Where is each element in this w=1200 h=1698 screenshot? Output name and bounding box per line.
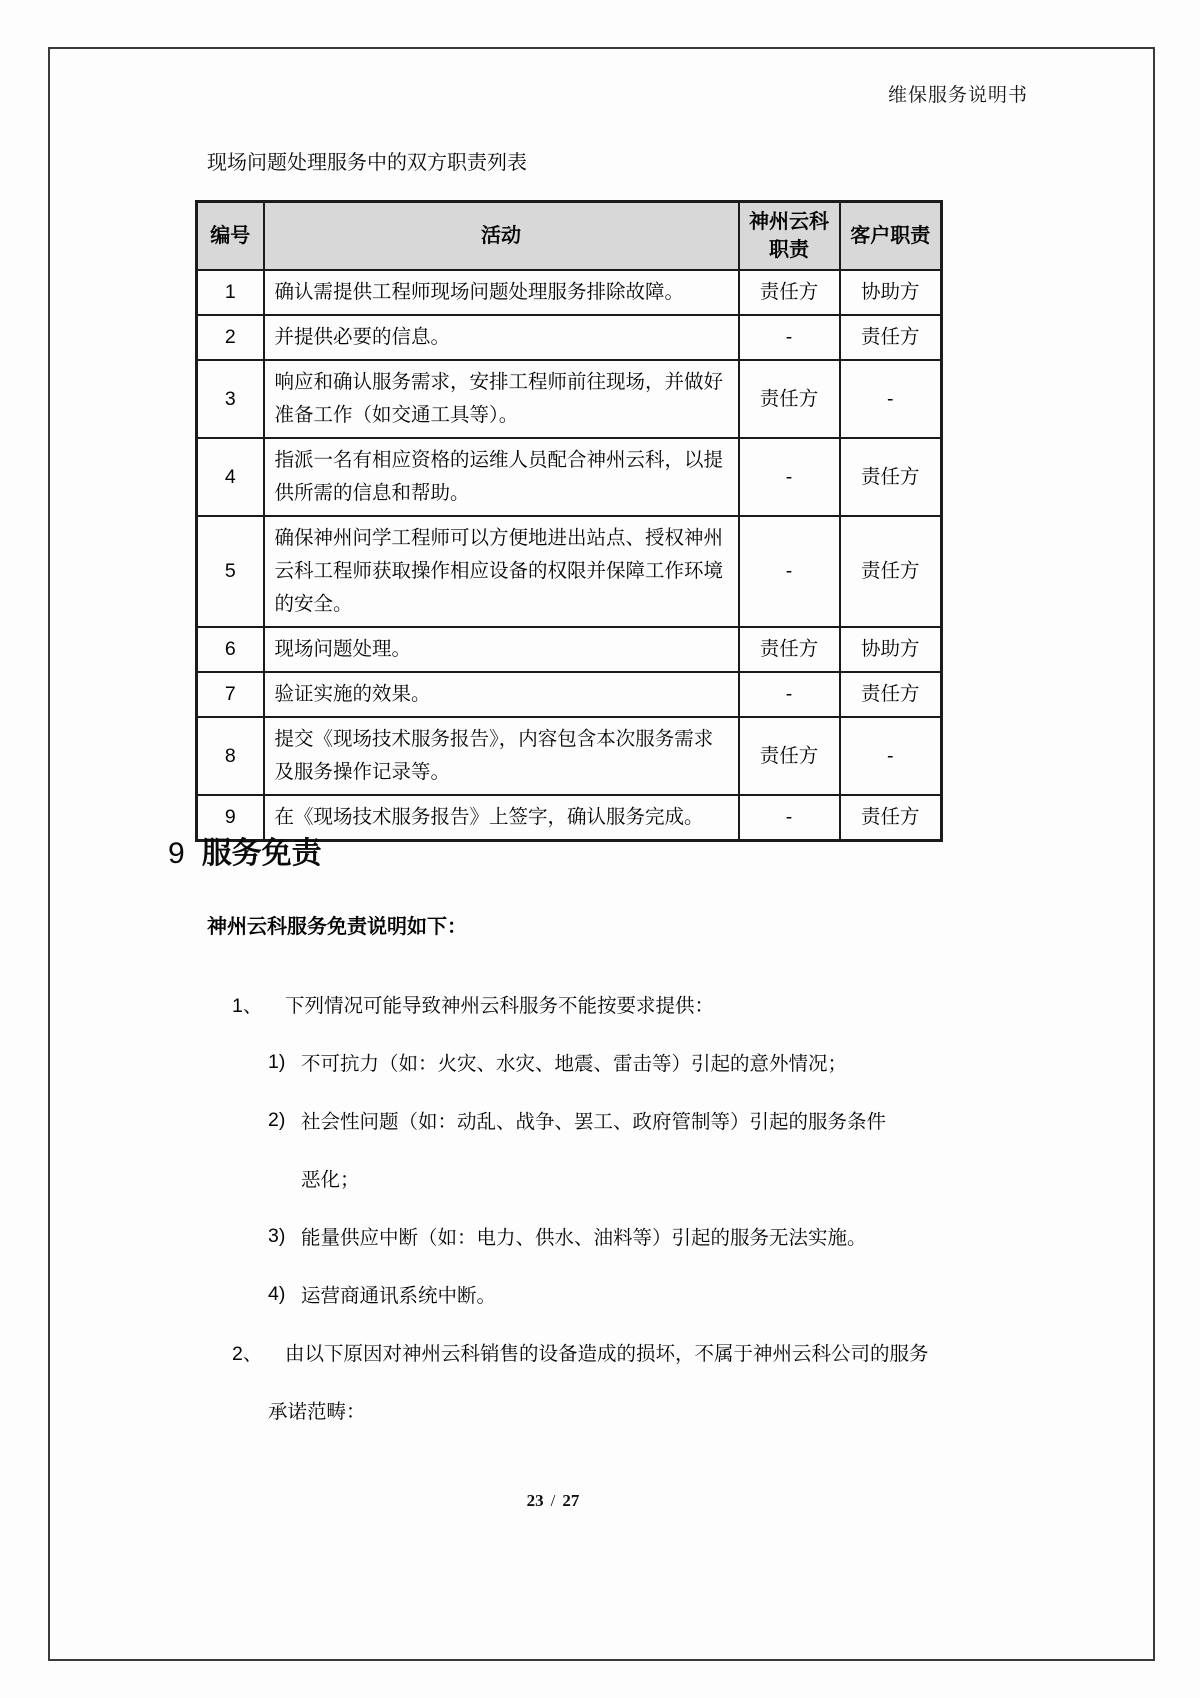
list-text: 能量供应中断（如：电力、供水、油料等）引起的服务无法实施。 [301, 1227, 867, 1249]
cell-customer: 责任方 [840, 672, 942, 717]
cell-customer: 责任方 [840, 795, 942, 841]
section-heading [168, 828, 322, 872]
cell-no: 7 [197, 672, 264, 717]
list-text: 社会性问题（如：动乱、战争、罢工、政府管制等）引起的服务条件 [301, 1111, 887, 1133]
list-line [0, 975, 1040, 1033]
list-text: 恶化； [301, 1169, 360, 1191]
list-line [0, 1091, 1040, 1149]
cell-customer: - [840, 717, 942, 795]
list-text: 不可抗力（如：火灾、水灾、地震、雷击等）引起的意外情况； [301, 1053, 848, 1075]
list-marker: 1) [268, 1050, 286, 1073]
list-text: 下列情况可能导致神州云科服务不能按要求提供： [285, 995, 715, 1017]
cell-yunke: 责任方 [739, 627, 840, 672]
list-line [0, 1265, 1040, 1323]
column-header-activity: 活动 [264, 202, 739, 271]
table-header-row [197, 202, 942, 271]
cell-yunke: - [739, 672, 840, 717]
cell-no: 2 [197, 315, 264, 360]
cell-yunke: - [739, 795, 840, 841]
list-text: 运营商通讯系统中断。 [301, 1285, 497, 1307]
cell-no: 4 [197, 438, 264, 516]
cell-no: 5 [197, 516, 264, 627]
list-line [0, 1381, 1040, 1439]
table-row [197, 672, 942, 717]
disclaimer-intro: 神州云科服务免责说明如下： [207, 916, 467, 938]
cell-activity: 并提供必要的信息。 [264, 315, 739, 360]
cell-customer: 协助方 [840, 627, 942, 672]
column-header-no: 编号 [197, 202, 264, 271]
list-marker: 2) [268, 1108, 286, 1131]
cell-yunke: 责任方 [739, 360, 840, 438]
cell-activity: 确保神州问学工程师可以方便地进出站点、授权神州云科工程师获取操作相应设备的权限并保障工作环境的安全。 [264, 516, 739, 627]
table-row [197, 360, 942, 438]
list-marker: 1、 [232, 995, 263, 1017]
list-marker: 2、 [232, 1343, 263, 1365]
section-number: 9 [168, 837, 185, 870]
cell-yunke: - [739, 516, 840, 627]
cell-customer: 协助方 [840, 270, 942, 315]
cell-activity: 现场问题处理。 [264, 627, 739, 672]
cell-no: 1 [197, 270, 264, 315]
cell-customer: 责任方 [840, 315, 942, 360]
cell-no: 9 [197, 795, 264, 841]
cell-no: 6 [197, 627, 264, 672]
page-separator: / [550, 1491, 556, 1510]
column-header-customer-duty: 客户职责 [840, 202, 942, 271]
section-title: 服务免责 [201, 837, 322, 870]
list-line [0, 1149, 1040, 1207]
table-header [197, 202, 942, 271]
cell-yunke: 责任方 [739, 717, 840, 795]
list-text: 承诺范畴： [268, 1401, 366, 1423]
total-pages: 27 [562, 1491, 580, 1510]
disclaimer-list [0, 975, 1040, 1439]
list-marker: 4) [268, 1282, 286, 1305]
cell-activity: 指派一名有相应资格的运维人员配合神州云科，以提供所需的信息和帮助。 [264, 438, 739, 516]
table-row [197, 516, 942, 627]
table-caption: 现场问题处理服务中的双方职责列表 [207, 152, 527, 174]
document-header-title: 维保服务说明书 [888, 85, 1029, 106]
cell-customer: 责任方 [840, 516, 942, 627]
list-line [0, 1207, 1040, 1265]
list-marker: 3) [268, 1224, 286, 1247]
table-row [197, 270, 942, 315]
table-row [197, 717, 942, 795]
cell-activity: 提交《现场技术服务报告》，内容包含本次服务需求及服务操作记录等。 [264, 717, 739, 795]
duty-table-body [197, 270, 942, 841]
list-line [0, 1033, 1040, 1091]
cell-yunke: - [739, 438, 840, 516]
cell-activity: 确认需提供工程师现场问题处理服务排除故障。 [264, 270, 739, 315]
cell-yunke: 责任方 [739, 270, 840, 315]
responsibility-table [195, 200, 943, 842]
list-text: 由以下原因对神州云科销售的设备造成的损坏，不属于神州云科公司的服务 [285, 1343, 929, 1365]
page-number: 23 [526, 1491, 544, 1510]
cell-customer: 责任方 [840, 438, 942, 516]
page-footer [0, 1491, 1106, 1511]
cell-yunke: - [739, 315, 840, 360]
cell-activity: 验证实施的效果。 [264, 672, 739, 717]
cell-no: 3 [197, 360, 264, 438]
table-row [197, 315, 942, 360]
cell-activity: 响应和确认服务需求，安排工程师前往现场，并做好准备工作（如交通工具等）。 [264, 360, 739, 438]
table-row [197, 438, 942, 516]
table-row [197, 627, 942, 672]
cell-activity: 在《现场技术服务报告》上签字，确认服务完成。 [264, 795, 739, 841]
column-header-yunke-duty: 神州云科职责 [739, 202, 840, 271]
cell-no: 8 [197, 717, 264, 795]
cell-customer: - [840, 360, 942, 438]
list-line [0, 1323, 1040, 1381]
